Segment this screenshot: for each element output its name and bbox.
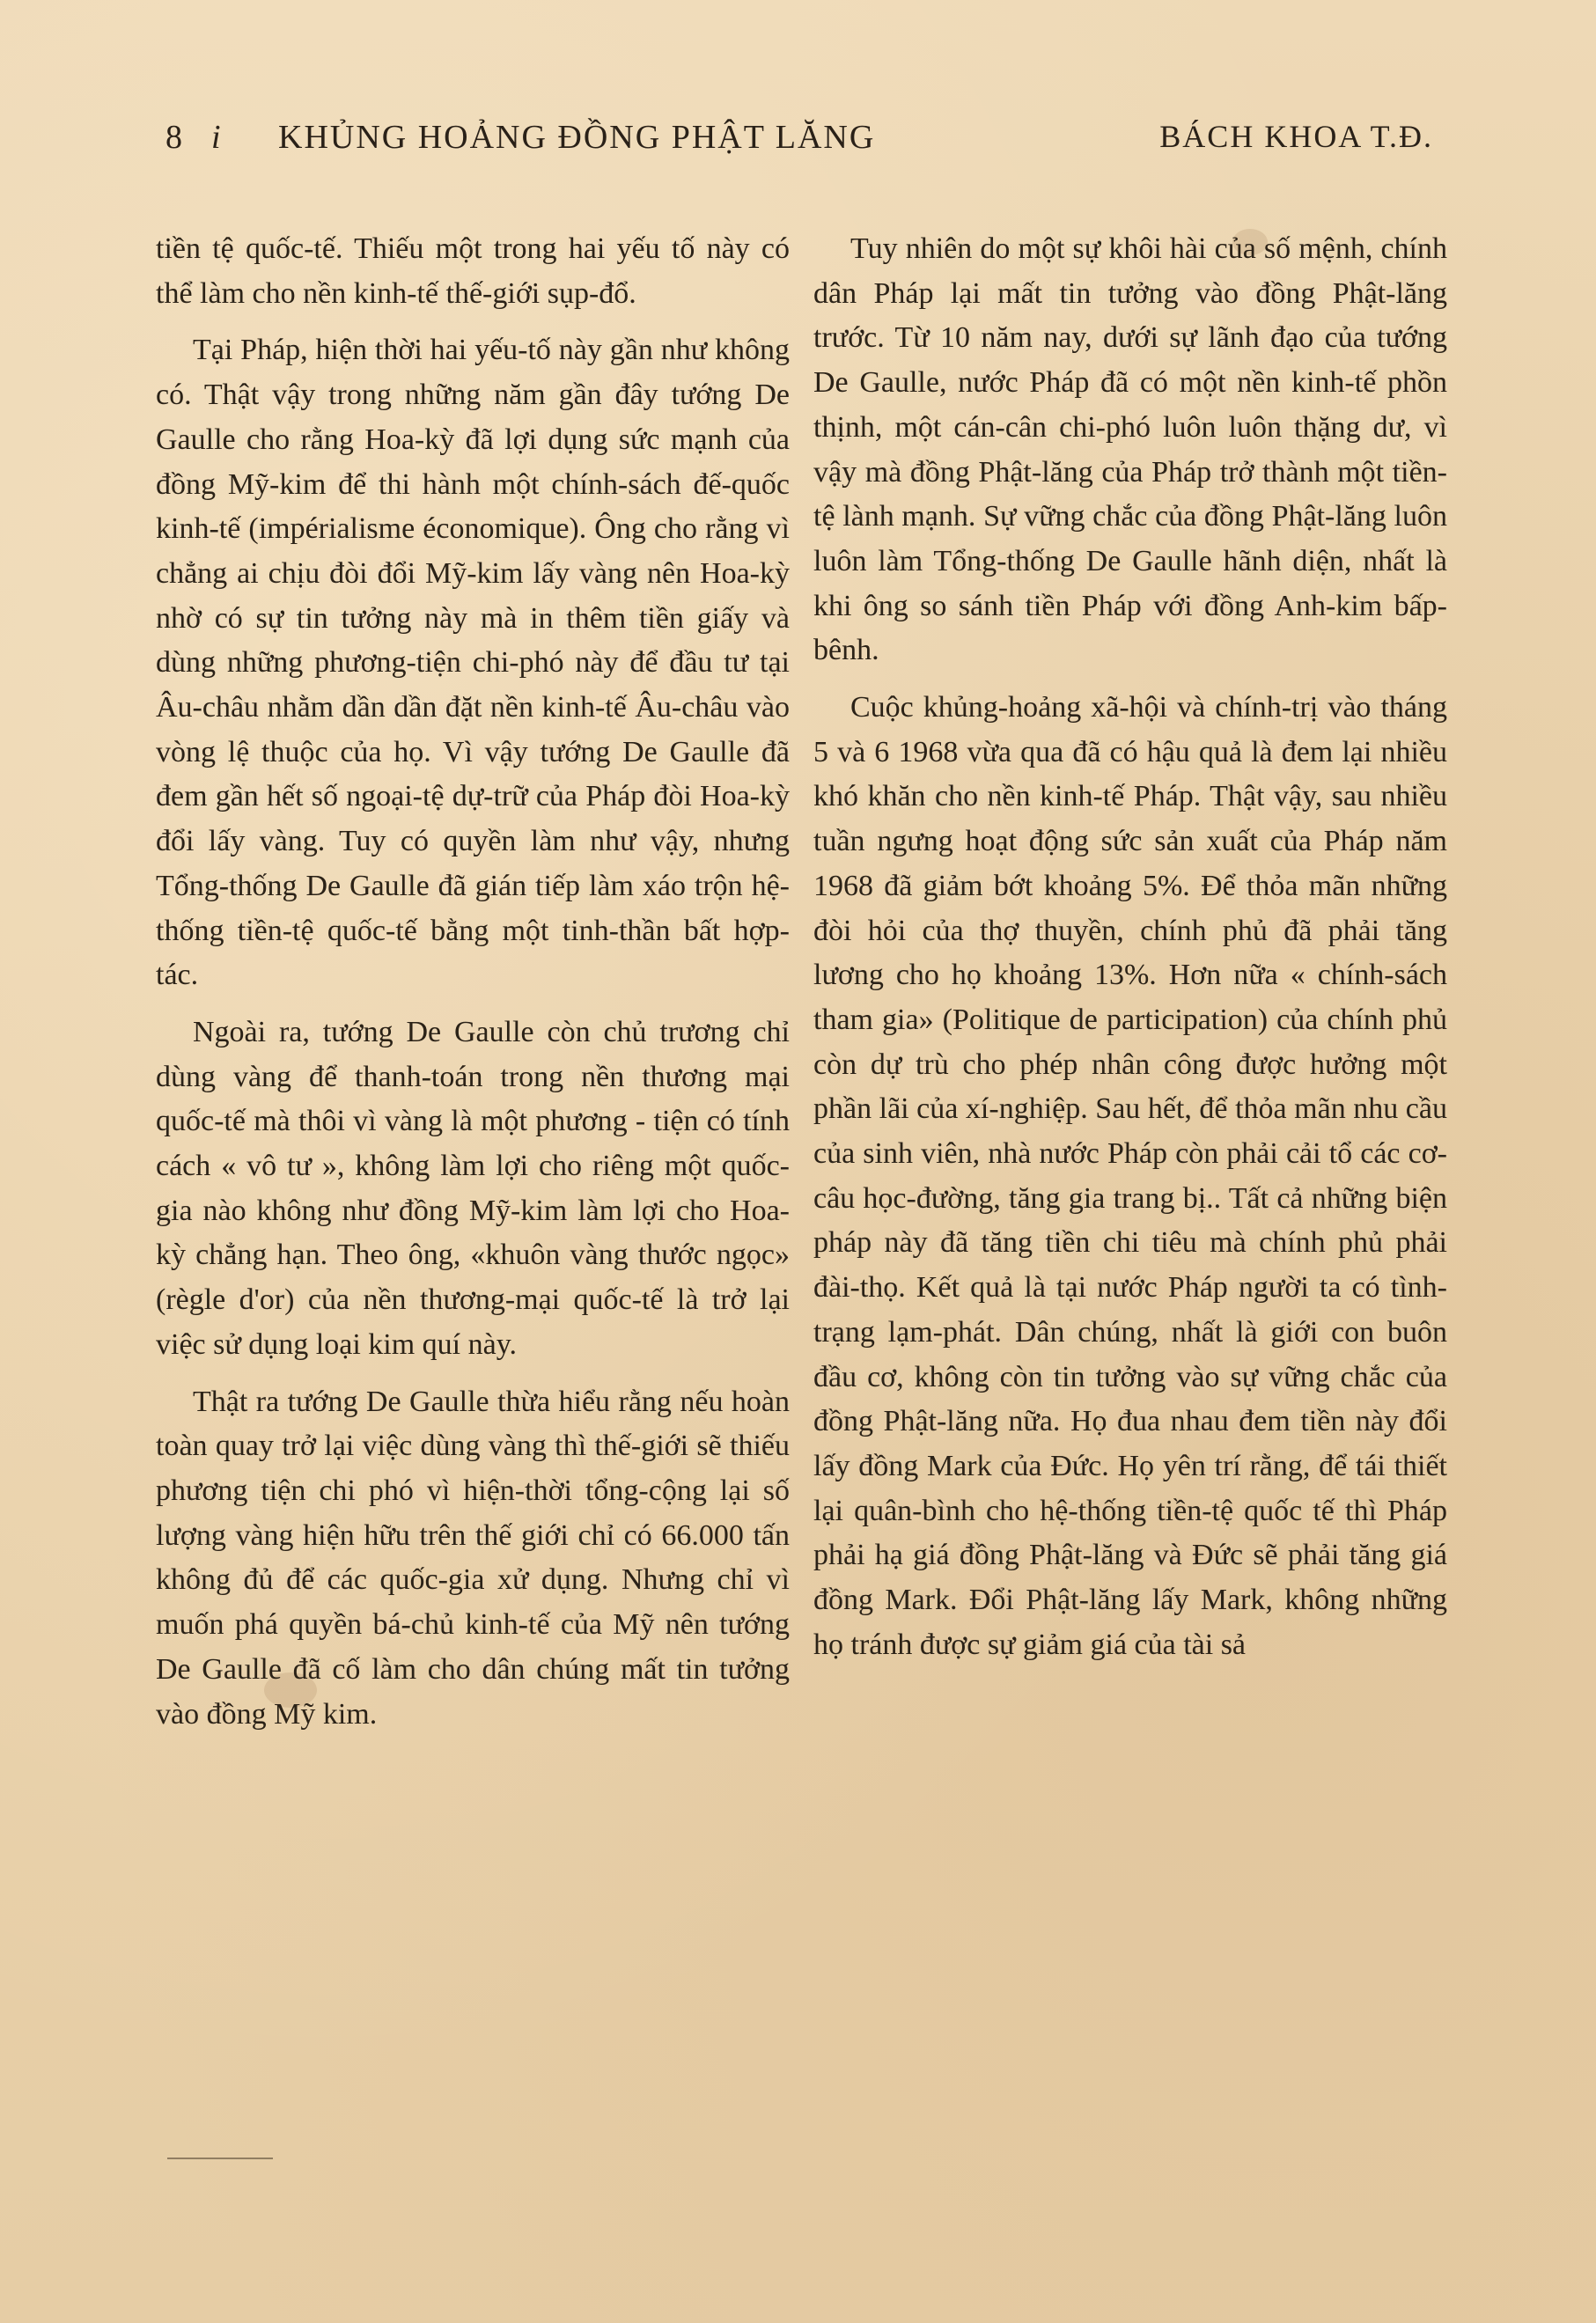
- paragraph: Cuộc khủng-hoảng xã-hội và chính-trị vào tháng 5 và 6 1968 vừa qua đã có hậu quả là đem lại nhiều khó khăn cho nền kinh-tế Pháp. Thật vậy, sau nhiều tuần ngưng hoạt động sức sản xuất của Pháp năm 1968 đã giảm bớt khoảng 5%. Để thỏa mãn những đòi hỏi của thợ thuyền, chính phủ đã phải tăng lương cho họ khoảng 13%. Hơn nữa « chính-sách tham gia» (Politique de participation) của chính phủ còn dự trù cho phép nhân công được hưởng một phần lãi của xí-nghiệp. Sau hết, để thỏa mãn nhu cầu của sinh viên, nhà nước Pháp còn phải cải tổ các cơ-câu học-đường, tăng gia trang bị.. Tất cả những biện pháp này đã tăng tiền chi tiêu mà chính phủ phải đài-thọ. Kết quả là tại nước Pháp người ta có tình-trạng lạm-phát. Dân chúng, nhất là giới con buôn đầu cơ, không còn tin tưởng vào sự vững chắc của đồng Phật-lăng nữa. Họ đua nhau đem tiền này đổi lấy đồng Mark của Đức. Họ yên trí rằng, để tái thiết lại quân-bình cho hệ-thống tiền-tệ quốc tế thì Pháp phải hạ giá đồng Phật-lăng và Đức sẽ phải tăng giá đồng Mark. Đổi Phật-lăng lấy Mark, không những họ tránh được sự giảm giá của tài sả: [813, 691, 1447, 1661]
- paragraph: tiền tệ quốc-tế. Thiếu một trong hai yếu tố này có thể làm cho nền kinh-tế thế-giới sụp-đổ.: [156, 232, 790, 310]
- paragraph: Tuy nhiên do một sự khôi hài của số mệnh, chính dân Pháp lại mất tin tưởng vào đồng Phật-lăng trước. Từ 10 năm nay, dưới sự lãnh đạo của tướng De Gaulle, nước Pháp đã có một nền kinh-tế phồn thịnh, một cán-cân chi-phó luôn luôn thặng dư, vì vậy mà đồng Phật-lăng của Pháp trở thành một tiền-tệ lành mạnh. Sự vững chắc của đồng Phật-lăng luôn luôn làm Tổng-thống De Gaulle hãnh diện, nhất là khi ông so sánh tiền Pháp với đồng Anh-kim bấp-bênh.: [813, 232, 1447, 667]
- page-number: 8: [165, 119, 184, 156]
- footer-rule: [167, 2158, 273, 2159]
- left-column: [156, 227, 790, 1737]
- article-title: KHỦNG HOẢNG ĐỒNG PHẬT LĂNG: [278, 119, 876, 156]
- magazine-name: BÁCH KHOA T.Đ.: [1159, 119, 1433, 154]
- paragraph: Thật ra tướng De Gaulle thừa hiểu rằng nếu hoàn toàn quay trở lại việc dùng vàng thì thế-giới sẽ thiếu phương tiện chi phó vì hiện-thời tổng-cộng lại số lượng vàng hiện hữu trên thế giới chỉ có 66.000 tấn không đủ để các quốc-gia xử dụng. Nhưng chỉ vì muốn phá quyền bá-chủ kinh-tế của Mỹ nên tướng De Gaulle đã cố làm cho dân chúng mất tin tưởng vào đồng Mỹ kim.: [156, 1385, 790, 1731]
- page-header: [165, 118, 1433, 171]
- paragraph: Tại Pháp, hiện thời hai yếu-tố này gần như không có. Thật vậy trong những năm gần đây tướng De Gaulle cho rằng Hoa-kỳ đã lợi dụng sức mạnh của đồng Mỹ-kim để thi hành một chính-sách đế-quốc kinh-tế (impérialisme économique). Ông cho rằng vì chẳng ai chịu đòi đổi Mỹ-kim lấy vàng nên Hoa-kỳ nhờ có sự tin tưởng này mà in thêm tiền giấy và dùng những phương-tiện chi-phó này để đầu tư tại Âu-châu nhằm dần dần đặt nền kinh-tế Âu-châu vào vòng lệ thuộc của họ. Vì vậy tướng De Gaulle đã đem gần hết số ngoại-tệ dự-trữ của Pháp đòi Hoa-kỳ đổi lấy vàng. Tuy có quyền làm như vậy, nhưng Tổng-thống De Gaulle đã gián tiếp làm xáo trộn hệ-thống tiền-tệ quốc-tế bằng một tinh-thần bất hợp-tác.: [156, 334, 790, 992]
- paragraph: Ngoài ra, tướng De Gaulle còn chủ trương chỉ dùng vàng để thanh-toán trong nền thương mại quốc-tế mà thôi vì vàng là một phương - tiện có tính cách « vô tư », không làm lợi cho riêng một quốc-gia nào không như đồng Mỹ-kim làm lợi cho Hoa-kỳ chẳng hạn. Theo ông, «khuôn vàng thước ngọc» (règle d'or) của nền thương-mại quốc-tế là trở lại việc sử dụng loại kim quí này.: [156, 1015, 790, 1361]
- header-separator: i: [211, 119, 223, 156]
- right-column: [813, 227, 1447, 1668]
